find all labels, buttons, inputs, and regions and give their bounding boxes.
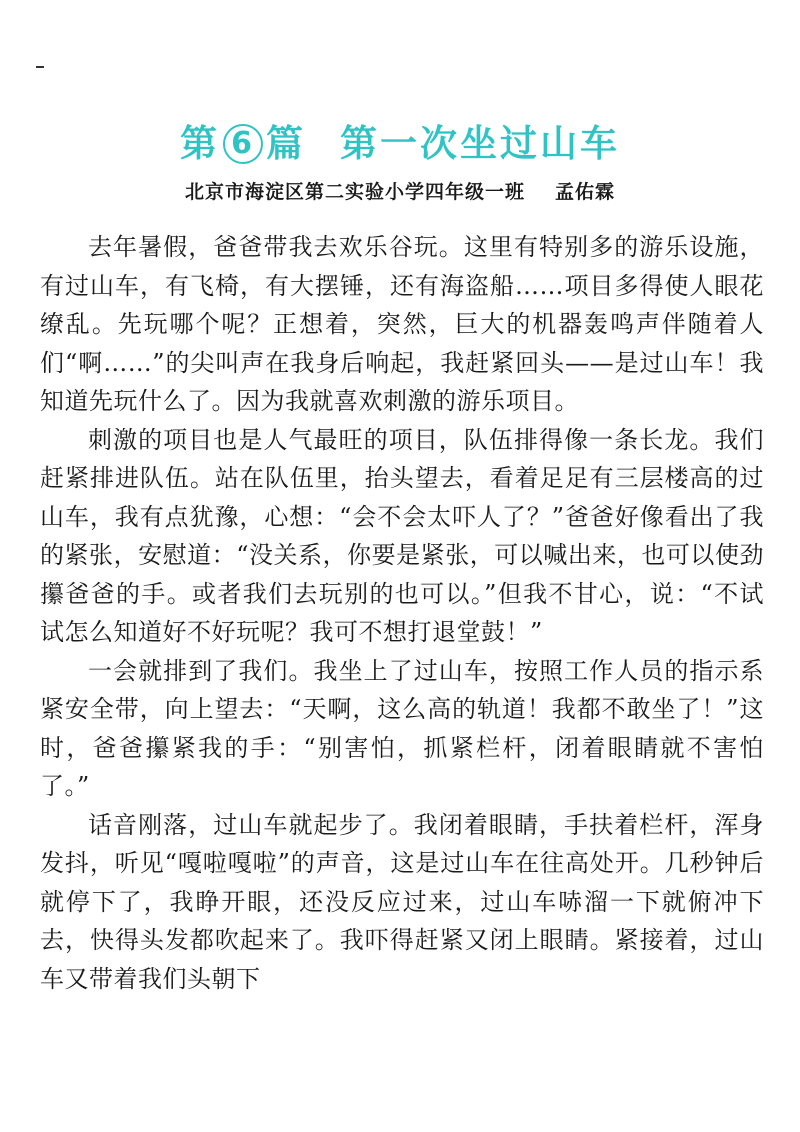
article-title xyxy=(0,121,800,167)
paragraph-1: 去年暑假，爸爸带我去欢乐谷玩。这里有特别多的游乐设施，有过山车，有飞椅，有大摆锤，还有海盗船……项目多得使人眼花缭乱。先玩哪个呢？正想着，突然，巨大的机器轰鸣声伴随着人们“啊……”的尖叫声在我身后响起，我赶紧回头——是过山车！我知道先玩什么了。因为我就喜欢刺激的游乐项目。 xyxy=(40,233,764,415)
paragraph-3: 一会就排到了我们。我坐上了过山车，按照工作人员的指示系紧安全带，向上望去：“天啊，这么高的轨道！我都不敢坐了！”这时，爸爸攥紧我的手：“别害怕，抓紧栏杆，闭着眼睛就不害怕了。” xyxy=(40,656,764,800)
byline xyxy=(0,177,800,204)
paragraph-4: 话音刚落，过山车就起步了。我闭着眼睛，手扶着栏杆，浑身发抖，听见“嘎啦嘎啦”的声音，这是过山车在往高处开。几秒钟后就停下了，我睁开眼，还没反应过来，过山车哧溜一下就俯冲下去，快得头发都吹起来了。我吓得赶紧又闭上眼睛。紧接着，过山车又带着我们头朝下 xyxy=(40,810,764,993)
title-prefix: 第 xyxy=(180,121,220,165)
byline-school: 北京市海淀区第二实验小学四年级一班 xyxy=(184,181,525,203)
article-body xyxy=(40,228,764,998)
title-text: 第一次坐过山车 xyxy=(340,121,620,165)
article-number-badge: 6 xyxy=(223,124,263,164)
corner-mark xyxy=(36,66,44,68)
byline-author: 孟佑霖 xyxy=(555,181,616,203)
title-suffix: 篇 xyxy=(266,121,306,165)
paragraph-2: 刺激的项目也是人气最旺的项目，队伍排得像一条长龙。我们赶紧排进队伍。站在队伍里，抬头望去，看着足足有三层楼高的过山车，我有点犹豫，心想：“会不会太吓人了？”爸爸好像看出了我的紧张，安慰道：“没关系，你要是紧张，可以喊出来，也可以使劲攥爸爸的手。或者我们去玩别的也可以。”但我不甘心，说：“不试试怎么知道好不好玩呢？我可不想打退堂鼓！” xyxy=(40,425,764,646)
